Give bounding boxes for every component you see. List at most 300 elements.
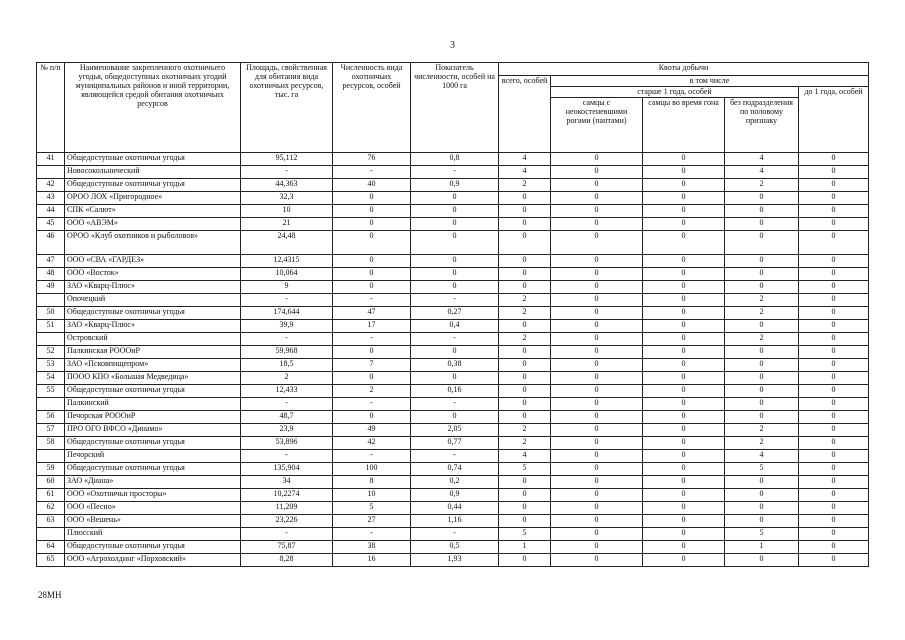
cell-no-sex: 0: [725, 320, 799, 333]
cell-no-sex: 0: [725, 281, 799, 294]
cell-area: 12,4315: [241, 255, 333, 268]
cell-name: Общедоступные охотничьи угодья: [65, 307, 241, 320]
cell-no-sex: 2: [725, 294, 799, 307]
cell-name: Общедоступные охотничьи угодья: [65, 179, 241, 192]
cell-num: 55: [37, 385, 65, 398]
cell-total: 2: [499, 333, 551, 346]
cell-count: 0: [333, 411, 411, 424]
header-quota: Квоты добычи: [499, 63, 869, 76]
cell-area: 24,48: [241, 231, 333, 255]
cell-count: 0: [333, 372, 411, 385]
cell-total: 0: [499, 218, 551, 231]
cell-males-season: 0: [643, 489, 725, 502]
cell-count: -: [333, 333, 411, 346]
cell-males-season: 0: [643, 385, 725, 398]
cell-density: 0,9: [411, 179, 499, 192]
cell-name: Общедоступные охотничьи угодья: [65, 437, 241, 450]
cell-males-season: 0: [643, 320, 725, 333]
cell-under-one: 0: [799, 450, 869, 463]
cell-total: 0: [499, 359, 551, 372]
cell-density: 0,2: [411, 476, 499, 489]
cell-no-sex: 0: [725, 268, 799, 281]
cell-density: 0: [411, 218, 499, 231]
cell-num: 59: [37, 463, 65, 476]
cell-area: 34: [241, 476, 333, 489]
cell-under-one: 0: [799, 541, 869, 554]
cell-males-antlers: 0: [551, 411, 643, 424]
cell-count: 16: [333, 554, 411, 567]
cell-area: -: [241, 528, 333, 541]
cell-density: 0,5: [411, 541, 499, 554]
cell-no-sex: 2: [725, 424, 799, 437]
cell-count: 76: [333, 153, 411, 166]
table-row: [37, 502, 869, 515]
cell-males-season: 0: [643, 231, 725, 255]
cell-total: 5: [499, 463, 551, 476]
cell-density: 0: [411, 268, 499, 281]
cell-total: 0: [499, 205, 551, 218]
table-row: [37, 541, 869, 554]
table-row: [37, 231, 869, 255]
cell-density: 0: [411, 281, 499, 294]
table-row: [37, 268, 869, 281]
cell-total: 2: [499, 307, 551, 320]
cell-total: 1: [499, 541, 551, 554]
cell-under-one: 0: [799, 294, 869, 307]
cell-males-antlers: 0: [551, 255, 643, 268]
cell-density: 0,8: [411, 153, 499, 166]
header-name: Наименование закрепленного охотничьего угодья, общедоступных охотничьих угодий муниципальных районов и иной территории, являющейся средой обитания охотничьих ресурсов: [65, 63, 241, 153]
cell-area: 23,226: [241, 515, 333, 528]
cell-total: 0: [499, 476, 551, 489]
cell-count: -: [333, 294, 411, 307]
cell-under-one: 0: [799, 307, 869, 320]
cell-under-one: 0: [799, 437, 869, 450]
cell-no-sex: 4: [725, 153, 799, 166]
cell-area: 23,9: [241, 424, 333, 437]
cell-males-antlers: 0: [551, 346, 643, 359]
cell-males-antlers: 0: [551, 218, 643, 231]
cell-males-season: 0: [643, 463, 725, 476]
cell-area: 174,644: [241, 307, 333, 320]
cell-num: 41: [37, 153, 65, 166]
cell-males-season: 0: [643, 205, 725, 218]
header-males-antlers: самцы с неокостеневшими рогами (пантами): [551, 98, 643, 153]
cell-density: 1,16: [411, 515, 499, 528]
cell-males-antlers: 0: [551, 231, 643, 255]
table-row: [37, 179, 869, 192]
cell-no-sex: 0: [725, 346, 799, 359]
cell-density: 0,77: [411, 437, 499, 450]
cell-area: -: [241, 333, 333, 346]
table-row: [37, 255, 869, 268]
cell-area: 75,87: [241, 541, 333, 554]
cell-density: 0: [411, 255, 499, 268]
cell-males-antlers: 0: [551, 281, 643, 294]
table-row: [37, 205, 869, 218]
cell-density: -: [411, 450, 499, 463]
cell-no-sex: 0: [725, 554, 799, 567]
cell-area: -: [241, 166, 333, 179]
cell-under-one: 0: [799, 385, 869, 398]
cell-total: 0: [499, 398, 551, 411]
cell-area: 21: [241, 218, 333, 231]
cell-count: 27: [333, 515, 411, 528]
cell-no-sex: 0: [725, 385, 799, 398]
cell-total: 0: [499, 411, 551, 424]
cell-count: -: [333, 398, 411, 411]
cell-under-one: 0: [799, 231, 869, 255]
cell-no-sex: 1: [725, 541, 799, 554]
cell-area: 11,209: [241, 502, 333, 515]
cell-area: 135,904: [241, 463, 333, 476]
cell-under-one: 0: [799, 476, 869, 489]
cell-males-season: 0: [643, 541, 725, 554]
cell-density: -: [411, 333, 499, 346]
cell-no-sex: 0: [725, 476, 799, 489]
cell-males-antlers: 0: [551, 515, 643, 528]
cell-density: 0: [411, 231, 499, 255]
cell-num: 52: [37, 346, 65, 359]
cell-total: 4: [499, 450, 551, 463]
cell-density: -: [411, 166, 499, 179]
cell-num: 57: [37, 424, 65, 437]
cell-males-antlers: 0: [551, 489, 643, 502]
cell-name: ПООО КПО «Большая Медведица»: [65, 372, 241, 385]
cell-area: 10,2274: [241, 489, 333, 502]
cell-area: 10,064: [241, 268, 333, 281]
cell-under-one: 0: [799, 502, 869, 515]
cell-count: -: [333, 450, 411, 463]
cell-count: 0: [333, 255, 411, 268]
table-row: [37, 320, 869, 333]
cell-males-antlers: 0: [551, 320, 643, 333]
cell-under-one: 0: [799, 255, 869, 268]
cell-males-season: 0: [643, 166, 725, 179]
cell-count: 0: [333, 231, 411, 255]
cell-no-sex: 4: [725, 450, 799, 463]
cell-area: 44,363: [241, 179, 333, 192]
cell-total: 0: [499, 515, 551, 528]
cell-no-sex: 0: [725, 205, 799, 218]
cell-name: ЗАО «Кварц-Плюс»: [65, 320, 241, 333]
table-row: [37, 372, 869, 385]
cell-num: 61: [37, 489, 65, 502]
cell-males-season: 0: [643, 502, 725, 515]
cell-under-one: 0: [799, 528, 869, 541]
table-row: [37, 476, 869, 489]
cell-total: 0: [499, 281, 551, 294]
cell-males-antlers: 0: [551, 307, 643, 320]
cell-num: 63: [37, 515, 65, 528]
cell-total: 0: [499, 489, 551, 502]
cell-males-season: 0: [643, 218, 725, 231]
cell-num: 45: [37, 218, 65, 231]
cell-males-antlers: 0: [551, 205, 643, 218]
cell-name: ПРО ОГО ВФСО «Динамо»: [65, 424, 241, 437]
cell-num: 46: [37, 231, 65, 255]
cell-name: Опочецкий: [65, 294, 241, 307]
cell-count: 7: [333, 359, 411, 372]
cell-density: 0,16: [411, 385, 499, 398]
cell-total: 0: [499, 192, 551, 205]
header-area: Площадь, свойственная для обитания вида охотничьих ресурсов, тыс. га: [241, 63, 333, 153]
cell-count: -: [333, 528, 411, 541]
hunting-quota-table: [36, 62, 869, 567]
table-row: [37, 281, 869, 294]
cell-num: 58: [37, 437, 65, 450]
header-total: всего, особей: [499, 76, 551, 153]
cell-total: 4: [499, 166, 551, 179]
cell-num: 65: [37, 554, 65, 567]
cell-area: 39,9: [241, 320, 333, 333]
cell-density: -: [411, 294, 499, 307]
table-row: [37, 411, 869, 424]
cell-num: 43: [37, 192, 65, 205]
cell-num: 44: [37, 205, 65, 218]
cell-num: [37, 528, 65, 541]
cell-area: 9: [241, 281, 333, 294]
cell-density: 0: [411, 192, 499, 205]
cell-males-antlers: 0: [551, 554, 643, 567]
cell-under-one: 0: [799, 205, 869, 218]
cell-count: 42: [333, 437, 411, 450]
cell-no-sex: 2: [725, 179, 799, 192]
cell-area: -: [241, 294, 333, 307]
cell-area: 48,7: [241, 411, 333, 424]
cell-no-sex: 2: [725, 437, 799, 450]
cell-count: 0: [333, 205, 411, 218]
cell-under-one: 0: [799, 268, 869, 281]
cell-males-season: 0: [643, 192, 725, 205]
cell-total: 0: [499, 346, 551, 359]
cell-no-sex: 0: [725, 502, 799, 515]
table-row: [37, 333, 869, 346]
cell-name: ООО «Охотничьи просторы»: [65, 489, 241, 502]
cell-no-sex: 0: [725, 255, 799, 268]
cell-num: [37, 294, 65, 307]
cell-males-season: 0: [643, 424, 725, 437]
cell-males-season: 0: [643, 281, 725, 294]
cell-males-antlers: 0: [551, 333, 643, 346]
cell-total: 2: [499, 424, 551, 437]
cell-males-season: 0: [643, 294, 725, 307]
cell-total: 0: [499, 385, 551, 398]
cell-total: 2: [499, 437, 551, 450]
cell-density: -: [411, 398, 499, 411]
table-row: [37, 192, 869, 205]
table-row: [37, 307, 869, 320]
cell-name: Общедоступные охотничьи угодья: [65, 541, 241, 554]
cell-count: 47: [333, 307, 411, 320]
cell-area: 95,112: [241, 153, 333, 166]
table-row: [37, 528, 869, 541]
header-males-season: самцы во время гона: [643, 98, 725, 153]
cell-name: Общедоступные охотничьи угодья: [65, 153, 241, 166]
cell-area: -: [241, 450, 333, 463]
cell-no-sex: 0: [725, 192, 799, 205]
cell-total: 0: [499, 554, 551, 567]
cell-num: 47: [37, 255, 65, 268]
table-row: [37, 437, 869, 450]
cell-count: 10: [333, 489, 411, 502]
cell-density: 0: [411, 372, 499, 385]
cell-no-sex: 0: [725, 515, 799, 528]
cell-total: 0: [499, 268, 551, 281]
cell-density: 0,44: [411, 502, 499, 515]
cell-count: 17: [333, 320, 411, 333]
cell-name: Печорская РОООиР: [65, 411, 241, 424]
cell-males-season: 0: [643, 372, 725, 385]
cell-count: 8: [333, 476, 411, 489]
cell-no-sex: 0: [725, 359, 799, 372]
cell-no-sex: 0: [725, 218, 799, 231]
cell-area: 10: [241, 205, 333, 218]
cell-count: 40: [333, 179, 411, 192]
cell-area: 12,433: [241, 385, 333, 398]
cell-males-season: 0: [643, 179, 725, 192]
cell-no-sex: 0: [725, 372, 799, 385]
cell-count: 0: [333, 218, 411, 231]
cell-total: 4: [499, 153, 551, 166]
cell-under-one: 0: [799, 515, 869, 528]
cell-no-sex: 0: [725, 398, 799, 411]
cell-under-one: 0: [799, 398, 869, 411]
cell-count: 0: [333, 281, 411, 294]
cell-males-antlers: 0: [551, 166, 643, 179]
cell-under-one: 0: [799, 346, 869, 359]
table-row: [37, 218, 869, 231]
cell-under-one: 0: [799, 411, 869, 424]
cell-males-antlers: 0: [551, 424, 643, 437]
header-num: № п/п: [37, 63, 65, 153]
cell-count: -: [333, 166, 411, 179]
cell-density: 0,38: [411, 359, 499, 372]
cell-under-one: 0: [799, 359, 869, 372]
cell-name: Палкинский: [65, 398, 241, 411]
cell-name: Палкинская РОООиР: [65, 346, 241, 359]
cell-name: ООО «СВА «ГАРДЕЗ»: [65, 255, 241, 268]
cell-name: Новосокольнический: [65, 166, 241, 179]
cell-area: 32,3: [241, 192, 333, 205]
cell-name: ЗАО «Кварц-Плюс»: [65, 281, 241, 294]
cell-total: 0: [499, 255, 551, 268]
cell-density: 0,74: [411, 463, 499, 476]
cell-males-antlers: 0: [551, 476, 643, 489]
cell-name: ООО «АВЭМ»: [65, 218, 241, 231]
cell-males-antlers: 0: [551, 153, 643, 166]
cell-name: ООО «Вешень»: [65, 515, 241, 528]
cell-area: -: [241, 398, 333, 411]
table-row: [37, 489, 869, 502]
table-row: [37, 166, 869, 179]
cell-area: 59,968: [241, 346, 333, 359]
cell-no-sex: 0: [725, 411, 799, 424]
cell-males-season: 0: [643, 398, 725, 411]
cell-no-sex: 5: [725, 463, 799, 476]
cell-count: 49: [333, 424, 411, 437]
table-row: [37, 346, 869, 359]
table-row: [37, 385, 869, 398]
cell-males-season: 0: [643, 515, 725, 528]
cell-num: 54: [37, 372, 65, 385]
cell-under-one: 0: [799, 153, 869, 166]
cell-under-one: 0: [799, 281, 869, 294]
cell-density: 0,4: [411, 320, 499, 333]
cell-no-sex: 5: [725, 528, 799, 541]
cell-total: 0: [499, 502, 551, 515]
cell-under-one: 0: [799, 179, 869, 192]
cell-density: 0: [411, 205, 499, 218]
cell-males-antlers: 0: [551, 463, 643, 476]
cell-name: ОРОО ЛОХ «Пригородное»: [65, 192, 241, 205]
cell-males-antlers: 0: [551, 372, 643, 385]
cell-under-one: 0: [799, 372, 869, 385]
cell-no-sex: 0: [725, 231, 799, 255]
cell-males-antlers: 0: [551, 359, 643, 372]
cell-name: СПК «Салют»: [65, 205, 241, 218]
cell-density: 0,27: [411, 307, 499, 320]
table-row: [37, 153, 869, 166]
cell-count: 38: [333, 541, 411, 554]
cell-males-antlers: 0: [551, 179, 643, 192]
table-row: [37, 554, 869, 567]
cell-males-antlers: 0: [551, 192, 643, 205]
cell-area: 2: [241, 372, 333, 385]
cell-num: [37, 398, 65, 411]
cell-males-season: 0: [643, 359, 725, 372]
cell-males-antlers: 0: [551, 502, 643, 515]
cell-count: 100: [333, 463, 411, 476]
cell-area: 18,5: [241, 359, 333, 372]
table-row: [37, 294, 869, 307]
cell-density: 2,05: [411, 424, 499, 437]
cell-males-antlers: 0: [551, 294, 643, 307]
cell-total: 5: [499, 528, 551, 541]
header-count: Численность вида охотничьих ресурсов, особей: [333, 63, 411, 153]
cell-name: ООО «Агрохолдинг «Порховский»: [65, 554, 241, 567]
cell-num: 51: [37, 320, 65, 333]
cell-num: 56: [37, 411, 65, 424]
cell-under-one: 0: [799, 489, 869, 502]
cell-name: Печорский: [65, 450, 241, 463]
cell-no-sex: 0: [725, 489, 799, 502]
cell-num: 42: [37, 179, 65, 192]
cell-total: 2: [499, 294, 551, 307]
cell-density: 1,93: [411, 554, 499, 567]
cell-num: 60: [37, 476, 65, 489]
cell-total: 0: [499, 320, 551, 333]
cell-num: 48: [37, 268, 65, 281]
table-row: [37, 398, 869, 411]
cell-area: 8,28: [241, 554, 333, 567]
cell-under-one: 0: [799, 463, 869, 476]
cell-males-antlers: 0: [551, 450, 643, 463]
cell-under-one: 0: [799, 166, 869, 179]
table-row: [37, 424, 869, 437]
cell-count: 5: [333, 502, 411, 515]
cell-males-season: 0: [643, 153, 725, 166]
cell-name: Плюсский: [65, 528, 241, 541]
cell-num: 49: [37, 281, 65, 294]
cell-total: 0: [499, 372, 551, 385]
cell-males-season: 0: [643, 411, 725, 424]
cell-num: [37, 166, 65, 179]
cell-males-antlers: 0: [551, 385, 643, 398]
table-row: [37, 463, 869, 476]
header-density: Показатель численности, особей на 1000 га: [411, 63, 499, 153]
cell-males-season: 0: [643, 554, 725, 567]
